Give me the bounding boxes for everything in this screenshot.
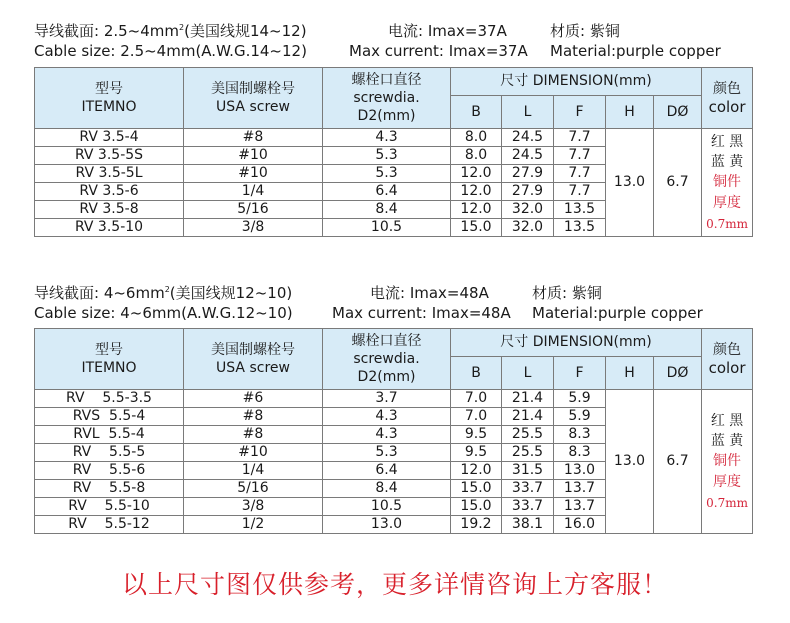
current-cn-1: 电流: Imax=37A <box>388 22 507 40</box>
table-row: RV 5.5-5 #10 5.3 9.5 25.5 8.3 <box>35 444 753 462</box>
header-b: B <box>451 96 502 129</box>
cable-section-cn-1: 导线截面: $2.5\sim 4mm^2$(美国线规14~12) <box>34 22 307 40</box>
material-cn-1: 材质: 紫铜 <box>550 22 620 40</box>
header-model: 型号 ITEMNO <box>35 329 184 390</box>
header-screw: 美国制螺栓号 USA screw <box>184 68 323 129</box>
table-row: RV 5.5-12 1/2 13.0 19.2 38.1 16.0 <box>35 516 753 534</box>
header-l: L <box>502 96 554 129</box>
table-row: RV 5.5-6 1/4 6.4 12.0 31.5 13.0 <box>35 462 753 480</box>
d-value-2: 6.7 <box>654 390 702 534</box>
header-f: F <box>554 96 606 129</box>
table-row: RV 5.5-8 5/16 8.4 15.0 33.7 13.7 <box>35 480 753 498</box>
header-d: DØ <box>654 96 702 129</box>
spec-table-2 <box>34 328 753 534</box>
spec-line-en-1 <box>34 42 774 64</box>
table-row: RV 5.5-3.5 #6 3.7 7.0 21.4 5.9 13.0 6.7 红 黑 蓝 黄 铜件 厚度 0.7mm <box>35 390 753 408</box>
table-row: RVS 5.5-4 #8 4.3 7.0 21.4 5.9 <box>35 408 753 426</box>
color-info-1: 红 黑 蓝 黄 铜件 厚度 0.7mm <box>702 129 753 237</box>
material-cn-2: 材质: 紫铜 <box>532 284 602 302</box>
table-row: RV 3.5-5S #10 5.3 8.0 24.5 7.7 <box>35 147 753 165</box>
header-d2: 螺栓口直径 screwdia. D2(mm) <box>323 329 451 390</box>
cable-section-en-1: Cable size: 2.5~4mm(A.W.G.14~12) <box>34 42 307 60</box>
spec-line-en-2 <box>34 304 774 326</box>
h-value-2: 13.0 <box>606 390 654 534</box>
table-row: RV 5.5-10 3/8 10.5 15.0 33.7 13.7 <box>35 498 753 516</box>
header-d: DØ <box>654 357 702 390</box>
table-row: RV 3.5-6 1/4 6.4 12.0 27.9 7.7 <box>35 183 753 201</box>
color-info-2: 红 黑 蓝 黄 铜件 厚度 0.7mm <box>702 390 753 534</box>
header-b: B <box>451 357 502 390</box>
current-cn-2: 电流: Imax=48A <box>370 284 489 302</box>
header-screw: 美国制螺栓号 USA screw <box>184 329 323 390</box>
cable-section-cn-2: 导线截面: $4\sim 6mm^2$(美国线规12~10) <box>34 284 293 302</box>
spec-line-cn-2 <box>34 282 774 304</box>
material-en-1: Material:purple copper <box>550 42 721 60</box>
current-en-1: Max current: Imax=37A <box>349 42 528 60</box>
spec-table-1 <box>34 67 753 237</box>
table-row: RV 3.5-5L #10 5.3 12.0 27.9 7.7 <box>35 165 753 183</box>
header-dimension: 尺寸 DIMENSION(mm) <box>451 329 702 357</box>
h-value-1: 13.0 <box>606 129 654 237</box>
table-row: RVL 5.5-4 #8 4.3 9.5 25.5 8.3 <box>35 426 753 444</box>
header-h: H <box>606 96 654 129</box>
table-row: RV 3.5-8 5/16 8.4 12.0 32.0 13.5 <box>35 201 753 219</box>
table-row: RV 3.5-4 #8 4.3 8.0 24.5 7.7 13.0 6.7 红 黑 蓝 黄 铜件 厚度 0.7mm <box>35 129 753 147</box>
header-model: 型号 ITEMNO <box>35 68 184 129</box>
header-l: L <box>502 357 554 390</box>
header-color: 颜色 color <box>702 329 753 390</box>
spec-line-cn-1 <box>34 20 774 42</box>
header-h: H <box>606 357 654 390</box>
current-en-2: Max current: Imax=48A <box>332 304 511 322</box>
d-value-1: 6.7 <box>654 129 702 237</box>
material-en-2: Material:purple copper <box>532 304 703 322</box>
header-color: 颜色 color <box>702 68 753 129</box>
header-dimension: 尺寸 DIMENSION(mm) <box>451 68 702 96</box>
footer-note: 以上尺寸图仅供参考，更多详情咨询上方客服！ <box>121 570 668 599</box>
table-row: RV 3.5-10 3/8 10.5 15.0 32.0 13.5 <box>35 219 753 237</box>
header-d2: 螺栓口直径 screwdia. D2(mm) <box>323 68 451 129</box>
header-f: F <box>554 357 606 390</box>
cable-section-en-2: Cable size: 4~6mm(A.W.G.12~10) <box>34 304 293 322</box>
